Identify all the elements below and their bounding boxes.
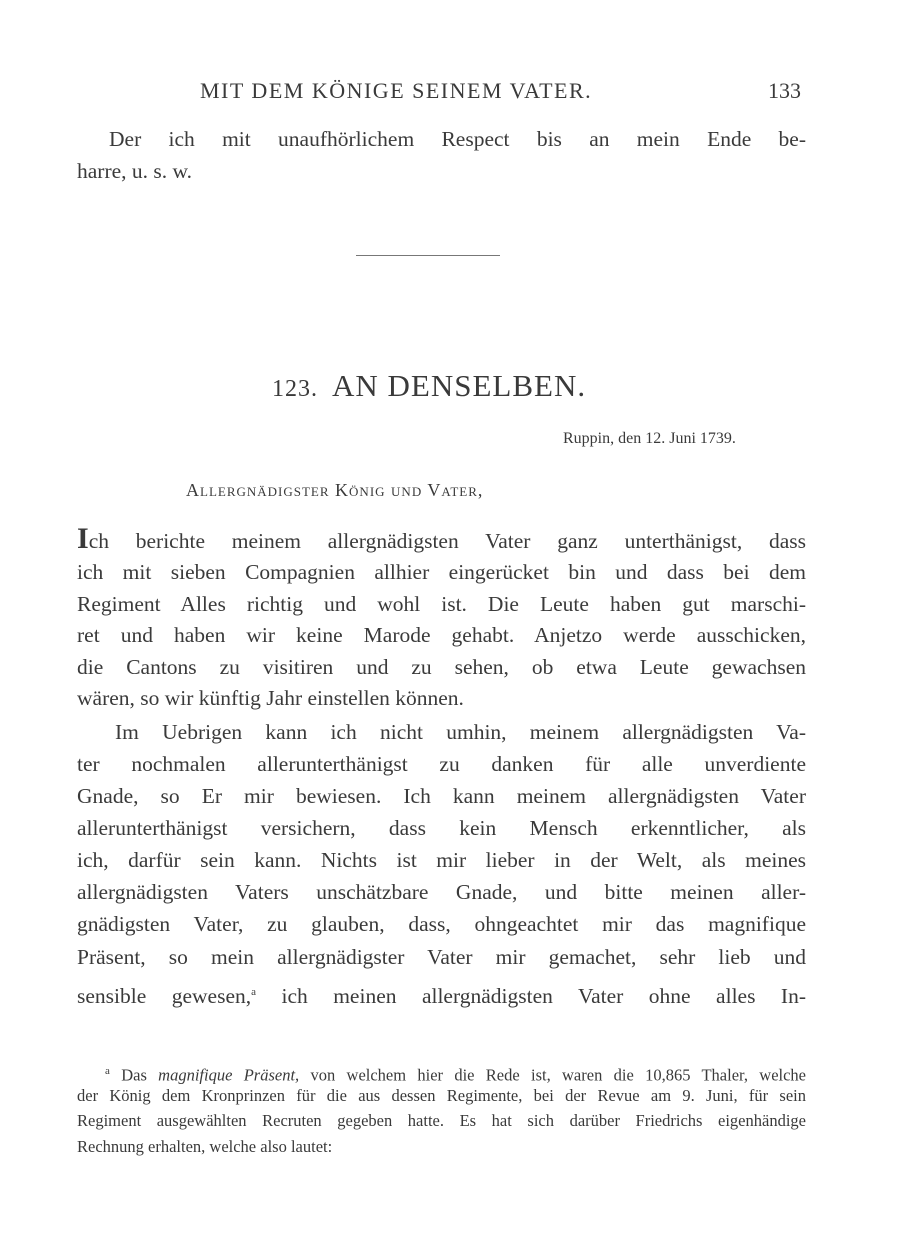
letter-heading: AN DENSELBEN. xyxy=(332,368,587,403)
text-line: gnädigsten Vater, zu glauben, dass, ohngeachtet mir das magnifique xyxy=(77,912,806,936)
text-line: Im Uebrigen kann ich nicht umhin, meinem allergnädigsten Va- xyxy=(115,720,806,744)
text-line: wären, so wir künftig Jahr einstellen können. xyxy=(77,686,464,710)
text-line xyxy=(77,522,806,555)
text-segment: ch berichte meinem allergnädigsten Vater ganz unterthänigst, dass xyxy=(88,529,806,553)
initial-letter: I xyxy=(77,522,89,555)
section-divider xyxy=(356,255,500,256)
text-line xyxy=(77,979,806,1009)
letter-number: 123. xyxy=(272,376,318,402)
text-line: Präsent, so mein allergnädigster Vater mir gemachet, sehr lieb und xyxy=(77,945,806,969)
footnote-marker: a xyxy=(105,1065,110,1077)
footnote-reference[interactable]: a xyxy=(251,986,257,998)
text-line: ich, darfür sein kann. Nichts ist mir lieber in der Welt, als meines xyxy=(77,848,806,872)
footnote-line: der König dem Kronprinzen für die aus dessen Regimente, bei der Revue am 9. Juni, für sein xyxy=(77,1086,806,1105)
text-line: Gnade, so Er mir bewiesen. Ich kann meinem allergnädigsten Vater xyxy=(77,784,806,808)
text-line: allerunterthänigst versichern, dass kein Mensch erkenntlicher, als xyxy=(77,816,806,840)
text-line: allergnädigsten Vaters unschätzbare Gnade, und bitte meinen aller- xyxy=(77,880,806,904)
footnote-line: Rechnung erhalten, welche also lautet: xyxy=(77,1137,333,1156)
text-segment-italic: magnifique Präsent, xyxy=(158,1065,300,1085)
text-line: ich mit sieben Compagnien allhier eingerücket bin und dass bei dem xyxy=(77,560,806,584)
text-line: ret und haben wir keine Marode gehabt. Anjetzo werde ausschicken, xyxy=(77,623,806,647)
text-line: harre, u. s. w. xyxy=(77,159,193,183)
text-segment: von welchem hier die Rede ist, waren die 10,865 Thaler, welche xyxy=(299,1065,806,1085)
text-line: Der ich mit unaufhörlichem Respect bis an mein Ende be- xyxy=(109,127,806,151)
text-segment: sensible gewesen, xyxy=(77,984,252,1009)
footnote-line xyxy=(105,1061,806,1086)
salutation: Allergnädigster König und Vater, xyxy=(186,480,484,500)
text-line: ter nochmalen allerunterthänigst zu danken für alle unverdiente xyxy=(77,752,806,776)
footnote-line: Regiment ausgewählten Recruten gegeben hatte. Es hat sich darüber Friedrichs eigenhändige xyxy=(77,1111,806,1130)
text-line: die Cantons zu visitiren und zu sehen, ob etwa Leute gewachsen xyxy=(77,655,806,679)
place-date: Ruppin, den 12. Juni 1739. xyxy=(563,430,736,447)
text-segment: Das xyxy=(121,1065,159,1085)
page-number: 133 xyxy=(768,78,801,103)
letter-title xyxy=(272,368,586,404)
running-head: MIT DEM KÖNIGE SEINEM VATER. xyxy=(200,78,593,103)
text-segment: ich meinen allergnädigsten Vater ohne alles In- xyxy=(256,984,806,1009)
text-line: Regiment Alles richtig und wohl ist. Die Leute haben gut marschi- xyxy=(77,592,806,616)
